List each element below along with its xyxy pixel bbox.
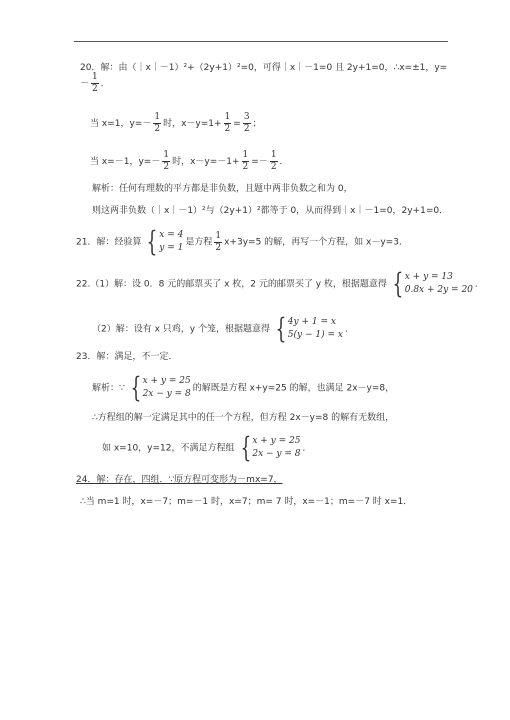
q24-head: 24．解：存在，四组．∵原方程可变形为－mx=7，	[76, 475, 283, 485]
fraction-half: $\frac{1}{2}$	[215, 230, 222, 253]
fraction-half: $\frac{1}{2}$	[224, 112, 231, 134]
fraction-half: $\frac{1}{2}$	[242, 150, 249, 172]
q20-line1b: － $\frac{1}{2}$ ．	[80, 72, 110, 94]
equation-system: { x = 4 y = 1	[147, 225, 184, 258]
equation-system: { 4y + 1 = x 5(y − 1) = x	[275, 312, 343, 345]
q24-body: ∴当 m=1 时，x=－7；m=－1 时，x=7；m= 7 时，x=－1；m=－7 时 x=1．	[80, 497, 413, 507]
q23-head: 23．解：满足，不一定．	[76, 352, 178, 362]
fraction-half: $\frac{1}{2}$	[154, 112, 161, 134]
q20-analysis-2: 则这两非负数（｜x｜－1）²与（2y+1）²都等于 0，从而得到｜x｜－1=0，2y+1=0．	[92, 206, 449, 216]
q20-case1: 当 x=1，y=－ $\frac{1}{2}$ 时，x－y=1+ $\frac{1}{2}$ = $\frac{3}{2}$ ；	[90, 112, 262, 134]
q20-analysis-1: 解析：任何有理数的平方都是非负数，且题中两非负数之和为 0，	[92, 184, 353, 194]
q20-line1	[80, 62, 447, 74]
top-rule	[74, 41, 448, 42]
q20-case2: 当 x=－1，y=－ $\frac{1}{2}$ 时，x－y=－1+ $\frac{1}{2}$ =－ $\frac{1}{2}$ ．	[90, 150, 289, 172]
q22-part2: （2）解：设有 x 只鸡，y 个笼，根据题意得 { 4y + 1 = x 5(y − 1) = x ．	[92, 312, 354, 345]
q23-conclusion: ∴方程组的解一定满足其中的任一个方程，但方程 2x－y=8 的解有无数组，	[92, 413, 395, 423]
equation-system: { x + y = 25 2x − y = 8	[130, 371, 191, 404]
fraction-three-halves: $\frac{3}{2}$	[243, 112, 250, 134]
fraction-half: $\frac{1}{2}$	[270, 150, 277, 172]
q22-part1: 22.（1）解：设 0．8 元的邮票买了 x 枚，2 元的邮票买了 y 枚，根据题意得 { x + y = 13 0.8x + 2y = 20 ．	[76, 267, 484, 300]
q21-line: 21．解：经验算 { x = 4 y = 1 是方程 $\frac{1}{2}$ x+3y=5 的解，再写一个方程，如 x－y=3．	[76, 225, 408, 258]
minus-sign: －	[80, 79, 90, 89]
equation-system: { x + y = 13 0.8x + 2y = 20	[392, 267, 473, 300]
fraction-half: $\frac{1}{2}$	[163, 150, 170, 172]
q20-statement: 20．解：由（｜x｜－1）²+（2y+1）²=0，可得｜x｜－1=0 且 2y+1=0，∴x=±1，y=	[80, 63, 448, 73]
q23-example: 如 x=10，y=12，不满足方程组 { x + y = 25 2x − y = 8 ．	[102, 431, 312, 464]
equation-system: { x + y = 25 2x − y = 8	[240, 431, 301, 464]
q23-analysis: 解析：∵ { x + y = 25 2x − y = 8 的解既是方程 x+y=25 的解，也满足 2x－y=8，	[92, 371, 395, 404]
fraction-half: $\frac{1}{2}$	[92, 72, 98, 94]
